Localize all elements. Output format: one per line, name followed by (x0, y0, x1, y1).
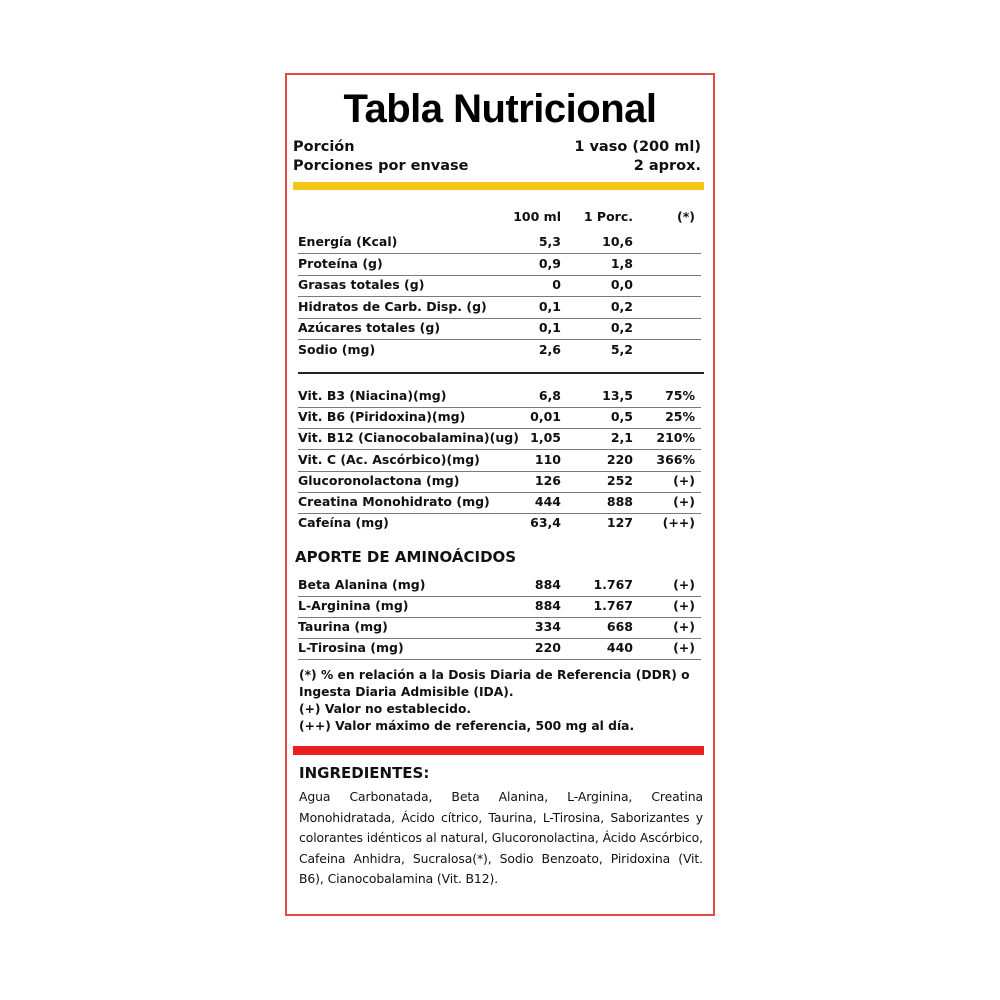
table-row (298, 638, 701, 660)
value-per100: 884 (534, 577, 561, 592)
portion-value: 1 vaso (200 ml) (574, 139, 701, 155)
value-per-portion: 1.767 (593, 577, 633, 592)
nutrient-name: Hidratos de Carb. Disp. (g) (298, 298, 487, 314)
footnotes (299, 667, 703, 735)
value-pct: (++) (662, 515, 695, 531)
nutrient-name: Energía (Kcal) (298, 234, 398, 249)
table-row (298, 340, 701, 361)
table-row (298, 254, 701, 276)
portions-per-pack-value: 2 aprox. (633, 158, 701, 174)
value-per100: 2,6 (538, 342, 561, 357)
value-per100: 0 (552, 277, 561, 293)
portions-per-pack-label: Porciones por envase (293, 158, 469, 174)
nutrient-name: Taurina (mg) (298, 619, 388, 635)
portions-per-pack-row (293, 158, 701, 174)
header-per100: 100 ml (513, 209, 561, 224)
table-row (298, 386, 701, 408)
amino-section-title: APORTE DE AMINOÁCIDOS (295, 548, 517, 566)
ingredients-title: INGREDIENTES: (299, 764, 430, 782)
table-row (298, 318, 701, 340)
table-row (298, 471, 701, 493)
value-per100: 0,1 (538, 320, 561, 336)
value-per-portion: 10,6 (602, 234, 633, 249)
value-per-portion: 0,0 (610, 277, 633, 293)
value-per-portion: 252 (606, 472, 633, 488)
nutrient-name: Azúcares totales (g) (298, 320, 441, 336)
value-per-portion: 1.767 (593, 598, 633, 614)
table-row (298, 275, 701, 297)
nutrient-name: Vit. B12 (Cianocobalamina)(ug) (298, 430, 519, 446)
nutrient-name: Creatina Monohidrato (mg) (298, 494, 490, 509)
header-pct: (*) (677, 209, 695, 224)
footnote-line: (+) Valor no establecido. (299, 702, 472, 716)
table-row (298, 407, 701, 429)
value-pct: (+) (673, 598, 695, 614)
value-per-portion: 5,2 (610, 342, 633, 357)
value-pct: 75% (665, 388, 695, 403)
value-per-portion: 220 (606, 451, 633, 467)
table-row (298, 596, 701, 618)
value-per100: 0,9 (538, 255, 561, 271)
value-per100: 6,8 (538, 388, 561, 403)
table-row (298, 450, 701, 472)
value-per100: 5,3 (538, 234, 561, 249)
table-row (298, 617, 701, 639)
value-per100: 63,4 (530, 515, 561, 531)
yellow-divider (293, 182, 704, 190)
nutrient-name: Proteína (g) (298, 255, 383, 271)
red-divider (293, 746, 704, 755)
table-row (298, 297, 701, 319)
nutrient-name: L-Arginina (mg) (298, 598, 409, 614)
value-pct: (+) (673, 494, 695, 509)
nutrient-name: Sodio (mg) (298, 342, 376, 357)
value-per100: 0,01 (530, 409, 561, 425)
value-pct: (+) (673, 472, 695, 488)
nutrient-name: Cafeína (mg) (298, 515, 389, 531)
table-header (298, 207, 701, 228)
nutrient-name: Glucoronolactona (mg) (298, 472, 460, 488)
value-pct: (+) (673, 577, 695, 592)
footnote-line: (*) % en relación a la Dosis Diaria de Referencia (DDR) o (299, 668, 690, 682)
value-per-portion: 2,1 (610, 430, 633, 446)
value-per-portion: 0,5 (610, 409, 633, 425)
value-per-portion: 440 (606, 640, 633, 656)
value-per-portion: 888 (606, 494, 633, 509)
nutrient-name: Vit. C (Ac. Ascórbico)(mg) (298, 451, 480, 467)
value-per-portion: 1,8 (610, 255, 633, 271)
table-row (298, 513, 701, 534)
nutrient-name: L-Tirosina (mg) (298, 640, 404, 656)
footnote-line: (++) Valor máximo de referencia, 500 mg al día. (299, 719, 635, 733)
nutrient-name: Beta Alanina (mg) (298, 577, 426, 592)
ingredients-text: Agua Carbonatada, Beta Alanina, L-Arginina, Creatina Monohidratada, Ácido cítrico, Taurina, L-Tirosina, Saborizantes y colorantes idénticos al natural, Glucoronolactina, Ácido Ascórbico, Cafeina Anhidra, Sucralosa(*), Sodio Benzoato, Piridoxina (Vit. B6), Cianocobalamina (Vit. B12). (299, 789, 703, 886)
value-per100: 110 (534, 451, 561, 467)
label-title: Tabla Nutricional (343, 87, 657, 131)
value-per100: 220 (534, 640, 561, 656)
value-per100: 1,05 (530, 430, 561, 446)
value-per100: 884 (534, 598, 561, 614)
thick-divider (298, 372, 704, 374)
portion-row (293, 139, 701, 155)
value-per100: 444 (534, 494, 561, 509)
header-per-portion: 1 Porc. (583, 209, 633, 224)
value-per-portion: 127 (606, 515, 633, 531)
footnote-line: Ingesta Diaria Admisible (IDA). (299, 685, 514, 699)
value-pct: (+) (673, 619, 695, 635)
table-row (298, 428, 701, 450)
nutrient-name: Grasas totales (g) (298, 277, 425, 293)
value-pct: 25% (665, 409, 695, 425)
value-per-portion: 13,5 (602, 388, 633, 403)
value-pct: 366% (656, 451, 695, 467)
value-per100: 126 (534, 472, 561, 488)
table-row (298, 492, 701, 514)
nutrition-label-panel (285, 73, 715, 916)
value-pct: (+) (673, 640, 695, 656)
value-pct: 210% (656, 430, 695, 446)
value-per100: 334 (534, 619, 561, 635)
value-per-portion: 668 (606, 619, 633, 635)
table-row (298, 575, 701, 597)
nutrient-name: Vit. B3 (Niacina)(mg) (298, 388, 447, 403)
value-per-portion: 0,2 (610, 320, 633, 336)
nutrient-name: Vit. B6 (Piridoxina)(mg) (298, 409, 466, 425)
value-per-portion: 0,2 (610, 298, 633, 314)
table-row (298, 232, 701, 254)
value-per100: 0,1 (538, 298, 561, 314)
portion-label: Porción (293, 139, 355, 155)
